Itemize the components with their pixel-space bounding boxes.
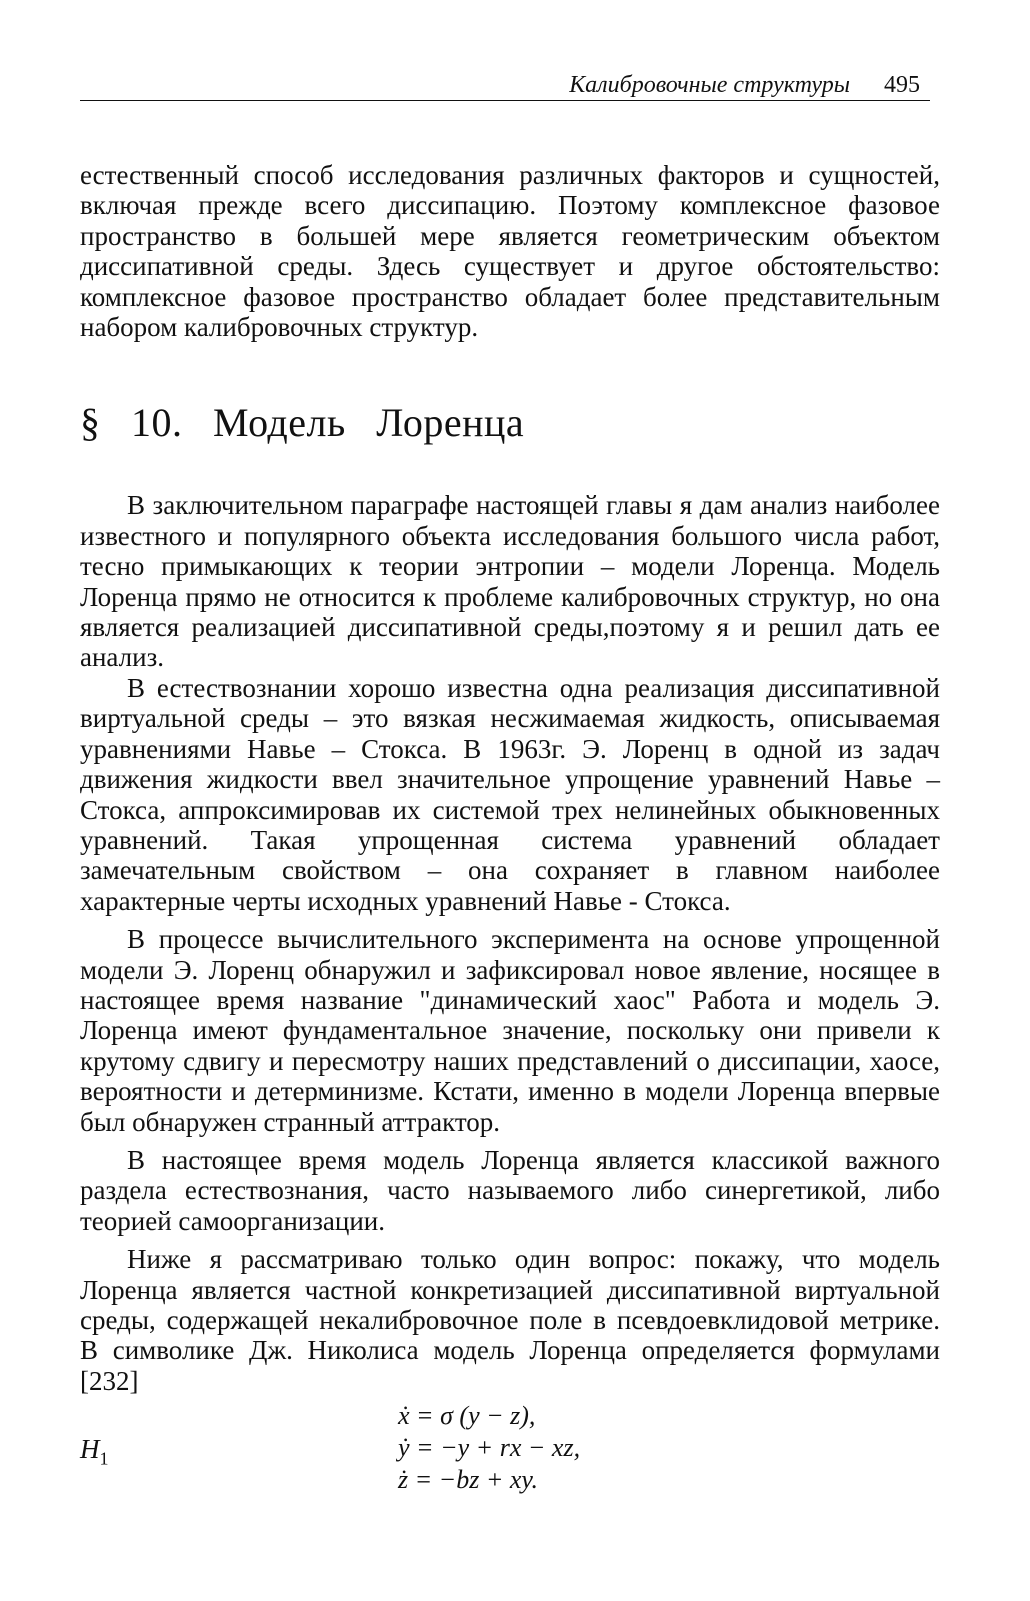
equation-label-main: H	[80, 1434, 100, 1464]
equation-line-y: ẏ = −y + rx − xz,	[398, 1433, 581, 1462]
equation-line-x: ẋ = σ (y − z),	[398, 1401, 536, 1430]
paragraph-5: Ниже я рассматриваю только один вопрос: покажу, что модель Лоренца является частной конкретизацией диссипативной виртуальной среды, содержащей некалибровочное поле в псевдоевклидовой метрике. В символике Дж. Николиса модель Лоренца определяется формулами [232]	[80, 1244, 940, 1396]
intro-paragraph: естественный способ исследования различных факторов и сущностей, включая прежде всего диссипацию. Поэтому комплексное фазовое пространство в большей мере является геометрическим объектом диссипативной среды. Здесь существует и другое обстоятельство: комплексное фазовое пространство обладает более представительным набором калибровочных структур.	[80, 160, 940, 343]
equation-label	[80, 1434, 109, 1473]
page-number: 495	[884, 72, 920, 98]
paragraph-1: В заключительном параграфе настоящей главы я дам анализ наиболее известного и популярного объекта исследования большого числа работ, тесно примыкающих к теории энтропии – модели Лоренца. Модель Лоренца прямо не относится к проблеме калибровочных структур, но она является реализацией диссипативной среды,поэтому я и решил дать ее анализ.	[80, 490, 940, 673]
page-body	[80, 160, 940, 1396]
running-header	[80, 70, 930, 101]
running-title: Калибровочные структуры	[569, 72, 850, 98]
paragraph-4: В настоящее время модель Лоренца является классикой важного раздела естествознания, часто называемого либо синергетикой, либо теорией самоорганизации.	[80, 1144, 940, 1236]
lorenz-equations	[80, 1400, 940, 1500]
section-heading: § 10. Модель Лоренца	[80, 400, 525, 446]
paragraph-3: В процессе вычислительного эксперимента на основе упрощенной модели Э. Лоренц обнаружил и зафиксировал новое явление, носящее в настоящее время название "динамический хаос" Работа и модель Э. Лоренца имеют фундаментальное значение, поскольку они привели к крутому сдвигу и пересмотру наших представлений о диссипации, хаосе, вероятности и детерминизме. Кстати, именно в модели Лоренца впервые был обнаружен странный аттрактор.	[80, 924, 940, 1137]
equation-system	[398, 1400, 798, 1496]
paragraph-2: В естествознании хорошо известна одна реализация диссипативной виртуальной среды – это вязкая несжимаемая жидкость, описываемая уравнениями Навье – Стокса. В 1963г. Э. Лоренц в одной из задач движения жидкости ввел значительное упрощение уравнений Навье – Стокса, аппроксимировав их системой трех нелинейных обыкновенных уравнений. Такая упрощенная система уравнений обладает замечательным свойством – она сохраняет в главном наиболее характерные черты исходных уравнений Навье - Стокса.	[80, 672, 940, 916]
equation-line-z: ż = −bz + xy.	[398, 1465, 539, 1494]
equation-label-sub: 1	[99, 1448, 109, 1469]
